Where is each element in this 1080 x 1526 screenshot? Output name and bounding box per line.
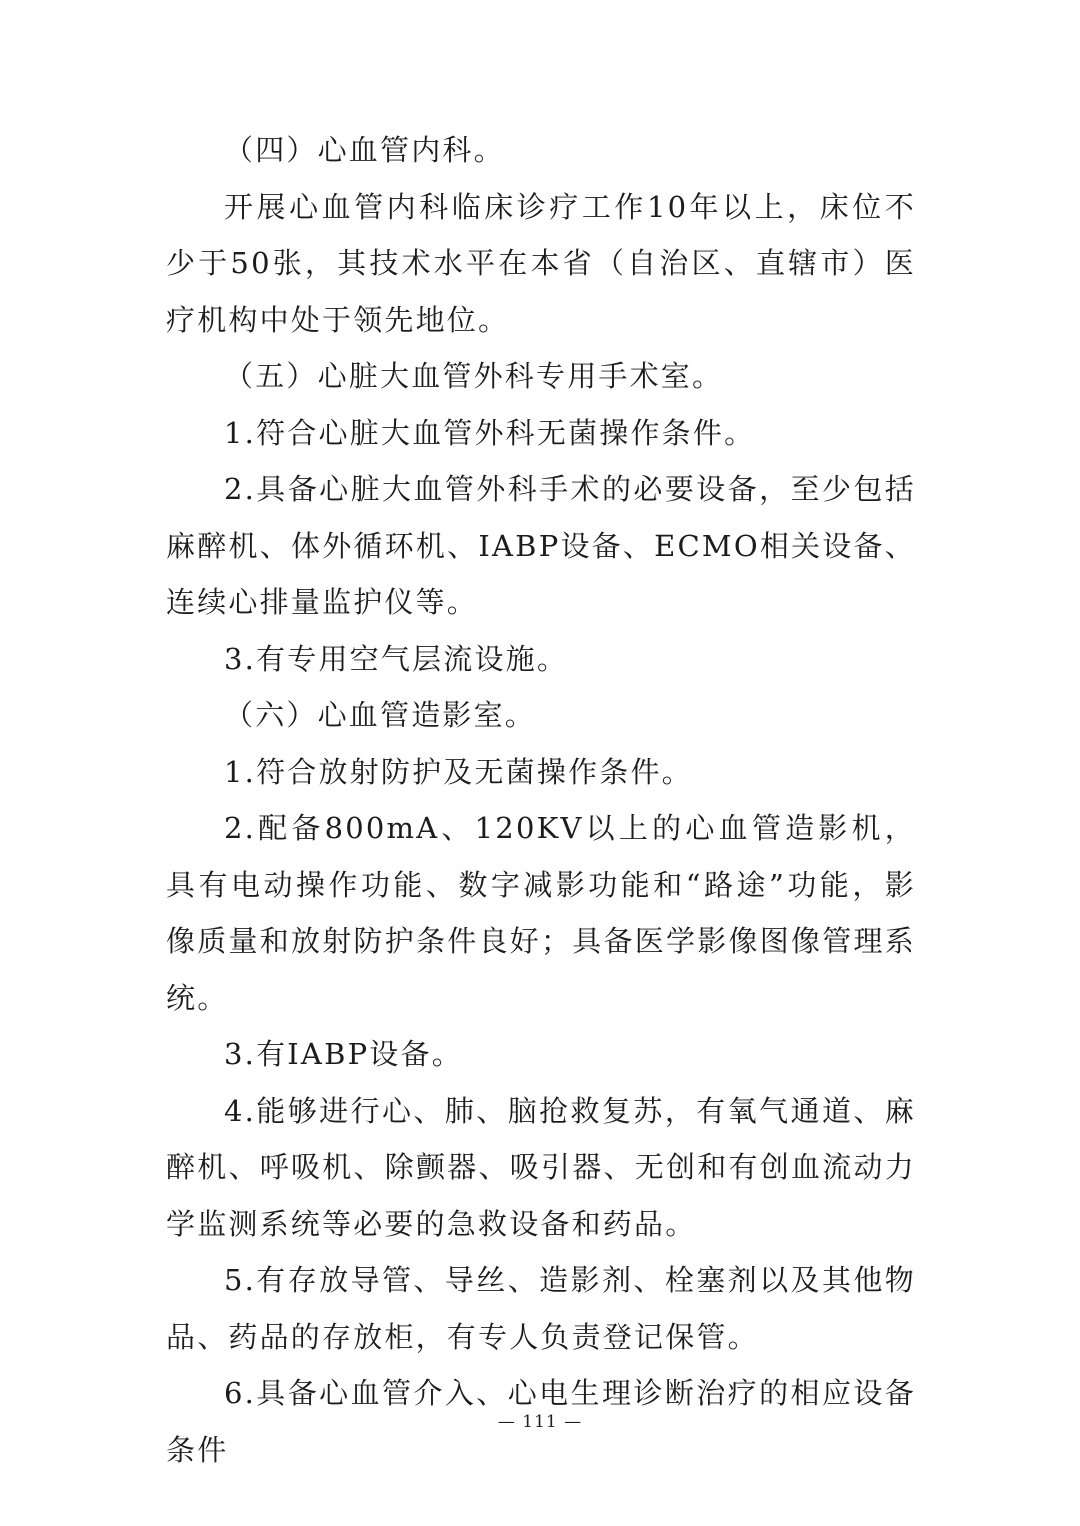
list-item: 2.具备心脏大血管外科手术的必要设备，至少包括麻醉机、体外循环机、IABP设备、ECMO相关设备、连续心排量监护仪等。 [166, 472, 916, 619]
section-heading-cardiology: （四）心血管内科。 [224, 133, 505, 167]
list-item: 4.能够进行心、肺、脑抢救复苏，有氧气通道、麻醉机、呼吸机、除颤器、吸引器、无创和有创血流动力学监测系统等必要的急救设备和药品。 [166, 1093, 916, 1241]
section-heading-surgery-room: （五）心脏大血管外科专用手术室。 [224, 359, 724, 393]
section-heading-angiography-room: （六）心血管造影室。 [224, 698, 537, 732]
list-item: 1.符合放射防护及无菌操作条件。 [224, 754, 693, 789]
list-item: 3.有IABP设备。 [224, 1037, 463, 1071]
document-body [166, 122, 916, 1478]
list-item: 6.具备心血管介入、心电生理诊断治疗的相应设备条件 [166, 1376, 916, 1467]
list-item: 5.有存放导管、导丝、造影剂、栓塞剂以及其他物品、药品的存放柜，有专人负责登记保管。 [166, 1263, 916, 1354]
list-item: 3.有专用空气层流设施。 [224, 641, 569, 676]
page-number: — 111 — [497, 1412, 583, 1432]
list-item: 1.符合心脏大血管外科无菌操作条件。 [224, 415, 756, 450]
paragraph: 开展心血管内科临床诊疗工作10年以上，床位不少于50张，其技术水平在本省（自治区、直辖市）医疗机构中处于领先地位。 [166, 189, 916, 337]
list-item: 2.配备800mA、120KV以上的心血管造影机，具有电动操作功能、数字减影功能和“路途”功能，影像质量和放射防护条件良好；具备医学影像图像管理系统。 [166, 811, 916, 1015]
